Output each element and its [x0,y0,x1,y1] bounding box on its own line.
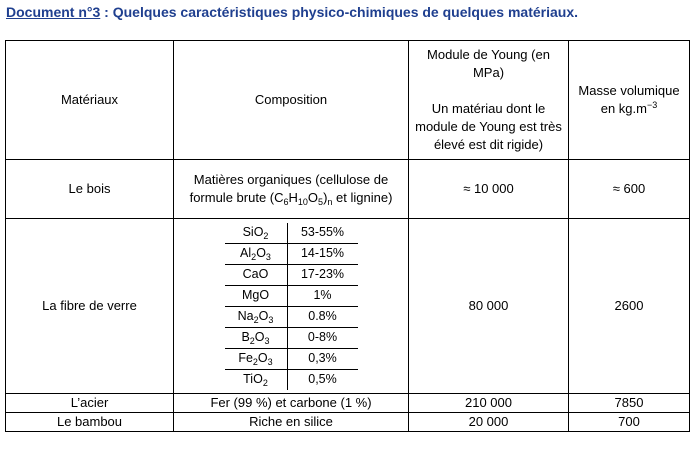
bois-comp-end: et lignine) [332,190,393,205]
formula-element: O [253,372,263,387]
formula-element: B [241,330,250,345]
formula-subscript: 2 [262,378,268,389]
header-young [409,41,569,160]
header-composition: Composition [174,41,409,160]
header-materiaux: Matériaux [6,41,174,160]
oxide-formula [225,264,288,285]
glass-composition-table [225,223,358,390]
formula-subscript: 2 [263,231,269,242]
header-row [6,41,690,160]
oxide-formula [225,223,288,244]
formula-element: O [258,309,269,324]
oxide-percentage: 0-8% [287,327,358,348]
oxide-formula [225,285,288,306]
oxide-formula [225,327,288,348]
formula-element: MgO [241,288,270,303]
formula-subscript: 2 [251,252,257,263]
cell-bois-composition [174,160,409,219]
cell-bois-name: Le bois [6,160,174,219]
cell-acier-name: L’acier [6,394,174,413]
formula-element: Si [242,225,254,240]
composition-row [225,306,358,327]
bois-sub-o: 5 [318,197,324,207]
formula-subscript: 2 [252,357,258,368]
cell-bambou-composition: Riche en silice [174,413,409,432]
formula-element: O [257,351,268,366]
formula-subscript: 3 [265,252,271,263]
header-masse-exponent: −3 [646,100,658,110]
row-bois [6,160,690,219]
document-title [6,4,578,20]
cell-verre-name: La fibre de verre [6,219,174,394]
row-bambou [6,413,690,432]
oxide-formula [225,348,288,369]
cell-acier-young: 210 000 [409,394,569,413]
composition-row [225,327,358,348]
formula-element: O [253,225,264,240]
cell-verre-masse: 2600 [569,219,690,394]
oxide-formula [225,243,288,264]
formula-element: O [256,246,266,261]
formula-element: Al [240,246,252,261]
composition-row [225,285,358,306]
oxide-percentage: 0,3% [287,348,358,369]
formula-subscript: 2 [249,336,255,347]
oxide-formula [225,306,288,327]
cell-bambou-masse: 700 [569,413,690,432]
bois-o: O [307,190,319,205]
oxide-formula [225,369,288,390]
document-number: Document n°3 [6,4,101,20]
cell-bois-young: ≈ 10 000 [409,160,569,219]
cell-verre-composition [174,219,409,394]
oxide-percentage: 0.8% [287,306,358,327]
oxide-percentage: 0,5% [287,369,358,390]
oxide-percentage: 14-15% [287,243,358,264]
composition-row [225,264,358,285]
formula-subscript: 3 [267,357,273,368]
cell-bambou-young: 20 000 [409,413,569,432]
bois-sub-c: 6 [283,197,289,207]
cell-acier-composition: Fer (99 %) et carbone (1 %) [174,394,409,413]
cell-verre-young: 80 000 [409,219,569,394]
header-young-unit: Module de Young (en MPa) [427,47,550,80]
cell-acier-masse: 7850 [569,394,690,413]
oxide-percentage: 1% [287,285,358,306]
row-verre [6,219,690,394]
cell-bambou-name: Le bambou [6,413,174,432]
cell-bois-masse: ≈ 600 [569,160,690,219]
header-masse-text: Masse volumique en kg.m [578,83,680,116]
materials-table [5,40,690,432]
document-title-text: : Quelques caractéristiques physico-chimiques de quelques matériaux. [100,4,578,20]
formula-subscript: 3 [268,315,274,326]
bois-comp-text: Matières organiques (cellulose de formule brute (C [189,172,389,205]
header-masse [569,41,690,160]
bois-sub-n: n [327,197,333,207]
composition-row [225,223,358,244]
bois-sub-h: 10 [297,197,308,207]
header-young-note: Un matériau dont le module de Young est très élevé est dit rigide) [415,101,562,152]
row-acier [6,394,690,413]
oxide-percentage: 53-55% [300,225,345,240]
formula-subscript: 3 [264,336,270,347]
bois-h: H [288,190,298,205]
composition-row [225,369,358,390]
formula-element: Fe [238,351,253,366]
oxide-percentage: 17-23% [287,264,358,285]
formula-element: CaO [242,267,269,282]
bois-close: ) [323,190,328,205]
formula-element: O [254,330,265,345]
formula-element: Ti [243,372,254,387]
composition-row [225,243,358,264]
composition-row [225,348,358,369]
formula-element: Na [237,309,254,324]
formula-subscript: 2 [253,315,259,326]
